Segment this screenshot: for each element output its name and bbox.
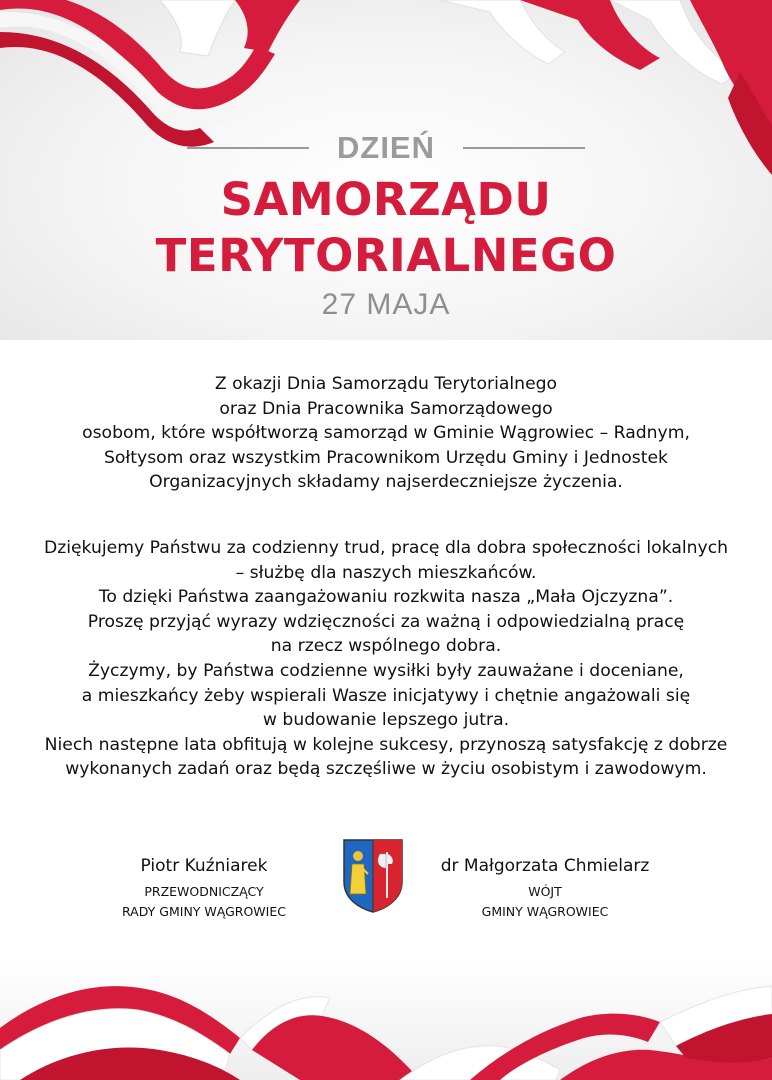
greeting-line: Z okazji Dnia Samorządu Terytorialnego	[214, 374, 558, 394]
greeting-line: oraz Dnia Pracownika Samorządowego	[219, 398, 553, 419]
message-line: a mieszkańcy żeby wspierali Wasze inicjatywy i chętnie angażowali się	[81, 685, 691, 706]
right-rule	[463, 147, 585, 149]
message-line: wykonanych zadań oraz będą szczęśliwe w życiu osobistym i zawodowym.	[65, 759, 707, 780]
date-label: 27 MAJA	[321, 288, 451, 321]
title-line-1: SAMORZĄDU	[220, 173, 552, 226]
signature-right	[410, 856, 680, 922]
message-line: na rzecz wspólnego dobra.	[270, 636, 502, 657]
signatory-role: PRZEWODNICZĄCY	[144, 884, 264, 899]
message-paragraph	[0, 536, 772, 782]
kicker-text: DZIEŃ	[337, 130, 435, 165]
signatory-name: Piotr Kuźniarek	[140, 856, 268, 876]
message-line: – służbę dla naszych mieszkańców.	[235, 562, 537, 583]
greeting-line: Sołtysom oraz wszystkim Pracownikom Urzędu Gminy i Jednostek	[103, 447, 669, 468]
greeting-paragraph	[0, 372, 772, 495]
signatory-role: GMINY WĄGROWIEC	[481, 904, 609, 919]
greeting-line: Organizacyjnych składamy najserdeczniejsze życzenia.	[149, 472, 623, 493]
signatory-role: WÓJT	[528, 884, 562, 899]
message-line: w budowanie lepszego jutra.	[262, 710, 510, 731]
title-block	[0, 128, 772, 322]
greeting-line: osobom, które współtworzą samorząd w Gminie Wągrowiec – Radnym,	[82, 423, 690, 444]
message-line: Dziękujemy Państwu za codzienny trud, pracę dla dobra społeczności lokalnych	[43, 538, 729, 558]
ribbon-bottom-decoration	[0, 958, 772, 1080]
signature-left	[84, 856, 324, 922]
message-line: Życzymy, by Państwa codzienne wysiłki były zauważane i doceniane,	[88, 660, 684, 681]
coat-of-arms-icon	[342, 838, 404, 914]
signatory-name: dr Małgorzata Chmielarz	[440, 856, 650, 876]
title-line-2: TERYTORIALNEGO	[155, 229, 617, 282]
signatory-role: RADY GMINY WĄGROWIEC	[122, 904, 286, 919]
message-line: To dzięki Państwa zaangażowaniu rozkwita nasza „Mała Ojczyzna”.	[98, 587, 674, 608]
kicker-row	[0, 128, 772, 168]
message-line: Niech następne lata obfitują w kolejne sukcesy, przynoszą satysfakcję z dobrze	[44, 734, 728, 755]
left-rule	[187, 147, 309, 149]
message-line: Proszę przyjąć wyrazy wdzięczności za ważną i odpowiedzialną pracę	[87, 611, 685, 632]
